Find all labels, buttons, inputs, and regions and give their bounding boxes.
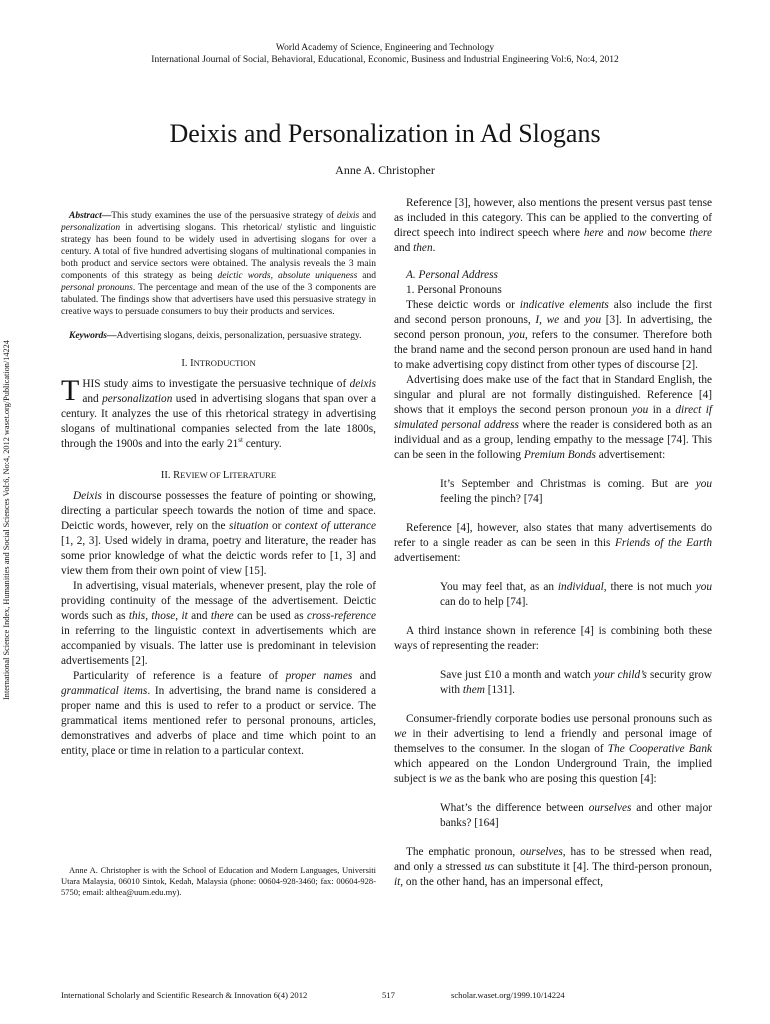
body-emph: ourselves bbox=[520, 846, 563, 858]
quote-text: Save just £10 a month and watch bbox=[440, 669, 594, 681]
abstract-label: Abstract bbox=[69, 211, 102, 221]
right-paragraph-3 bbox=[394, 373, 712, 463]
quote-text: , there is not much bbox=[603, 581, 696, 593]
right-paragraph-1 bbox=[394, 196, 712, 256]
heading-part: NTRODUCTION bbox=[193, 358, 256, 368]
right-paragraph-6 bbox=[394, 712, 712, 787]
heading-part: L bbox=[222, 470, 230, 481]
body-emph: it bbox=[394, 876, 401, 888]
footer-journal: International Scholarly and Scientific Research & Innovation 6(4) 2012 bbox=[61, 990, 308, 1000]
body-emph: us bbox=[484, 861, 495, 873]
quote-save-child bbox=[440, 668, 712, 698]
footer-page-number: 517 bbox=[382, 990, 395, 1000]
body-text: also include the first and second person pronouns, bbox=[394, 299, 712, 326]
review-emph: proper names bbox=[285, 670, 353, 682]
right-paragraph-4 bbox=[394, 521, 712, 566]
review-paragraph-2 bbox=[61, 579, 376, 669]
abstract-emph: personal pronouns bbox=[61, 283, 133, 293]
body-text: and bbox=[603, 227, 628, 239]
quote-text: can do to help [74]. bbox=[440, 596, 529, 608]
body-text: in their advertising to lend a friendly and personal image of themselves to the consumer. In the slogan of bbox=[394, 728, 712, 755]
body-text: Advertising does make use of the fact that in Standard English, the singular and plural are not formally distinguished. Reference [4] shows that it employs the second person pronoun bbox=[394, 374, 712, 416]
journal-header-line1: World Academy of Science, Engineering and Technology bbox=[275, 43, 495, 53]
quote-text: [131]. bbox=[484, 684, 516, 696]
body-text: advertisement: bbox=[595, 449, 666, 461]
review-text: in referring to the linguistic context in advertisements which are accompanied by visuals. The latter use is predominant in television advertisements [2]. bbox=[61, 625, 376, 667]
body-emph: now bbox=[627, 227, 647, 239]
journal-header-line2: International Journal of Social, Behavioral, Educational, Economic, Business and Industrial Engineering Vol:6, No:4, 2012 bbox=[151, 55, 619, 65]
heading-part: I. I bbox=[181, 358, 194, 369]
abstract-text: This study examines the use of the persuasive strategy of bbox=[111, 211, 338, 221]
intro-text: and bbox=[82, 393, 103, 405]
abstract-text: and bbox=[357, 271, 377, 281]
quote-emph: your child’s bbox=[593, 669, 647, 681]
quote-emph: you bbox=[695, 581, 712, 593]
review-text: Particularity of reference is a feature of bbox=[73, 670, 286, 682]
quote-premium-bonds bbox=[440, 477, 712, 507]
body-text: . bbox=[432, 242, 436, 254]
heading-part: II. R bbox=[160, 470, 181, 481]
intro-emph: deixis bbox=[349, 378, 376, 390]
subheading-personal-address: A. Personal Address bbox=[406, 269, 498, 281]
side-citation bbox=[0, 340, 14, 700]
left-column bbox=[61, 196, 376, 759]
body-emph: Premium Bonds bbox=[523, 449, 596, 461]
quote-text: security grow with bbox=[440, 669, 712, 696]
intro-emph: personalization bbox=[102, 393, 173, 405]
side-citation-text: International Science Index, Humanities and Social Sciences Vol:6, No:4, 2012 waset.org/Publication/14224 bbox=[2, 340, 11, 700]
abstract-emph: deictic words, absolute uniqueness bbox=[217, 271, 358, 281]
drop-cap: T bbox=[61, 374, 80, 407]
abstract-dash: — bbox=[101, 211, 112, 221]
review-emph: context of utterance bbox=[284, 520, 376, 532]
body-text: , on the other hand, has an impersonal effect, bbox=[400, 876, 604, 888]
abstract bbox=[61, 210, 376, 318]
quote-emph: ourselves bbox=[588, 802, 632, 814]
quote-emph: them bbox=[462, 684, 485, 696]
body-text: [3]. In advertising, the second person pronoun, bbox=[394, 314, 713, 341]
body-text: Reference [4], however, also states that many advertisements do refer to a single reader as can be seen in this bbox=[394, 522, 712, 549]
review-text: and bbox=[352, 670, 376, 682]
review-emph: there bbox=[210, 610, 234, 622]
review-text: or bbox=[268, 520, 285, 532]
keywords-label: Keywords bbox=[69, 331, 107, 341]
heading-part: ITERATURE bbox=[229, 470, 277, 480]
body-emph: there bbox=[689, 227, 712, 239]
paper-title: Deixis and Personalization in Ad Slogans bbox=[169, 119, 601, 148]
intro-paragraph bbox=[61, 374, 376, 452]
body-emph: you bbox=[632, 404, 649, 416]
quote-text: It’s September and Christmas is coming. But are bbox=[440, 478, 696, 490]
quote-cooperative-bank bbox=[440, 801, 712, 831]
quote-text: and other major banks? [164] bbox=[440, 802, 712, 829]
abstract-emph: personalization bbox=[61, 223, 121, 233]
body-text: become bbox=[646, 227, 690, 239]
body-text: as the bank who are posing this question [4]: bbox=[451, 773, 657, 785]
body-text: , has to be stressed when read, and only a stressed bbox=[394, 846, 712, 873]
body-emph: indicative elements bbox=[519, 299, 609, 311]
body-emph: you bbox=[508, 329, 525, 341]
intro-text: century. bbox=[242, 438, 282, 450]
body-emph: you bbox=[584, 314, 602, 326]
intro-text: used in advertising slogans that span over a century. It analyzes the use of this rhetorical strategy in advertising slogans of multinational companies selected from the late 1800s, through the 1900s and into the early 21 bbox=[61, 393, 376, 450]
review-emph: cross-reference bbox=[306, 610, 376, 622]
review-emph: grammatical items bbox=[61, 685, 148, 697]
review-emph: situation bbox=[228, 520, 269, 532]
body-emph: we bbox=[439, 773, 452, 785]
body-text: , refers to the consumer. Therefore both the brand name and the second person pronoun are used hand in hand to make advertising copy distinct from other types of discourse [2]. bbox=[394, 329, 712, 371]
keywords-text: Advertising slogans, deixis, personalization, persuasive strategy. bbox=[116, 331, 362, 341]
review-paragraph-3 bbox=[61, 669, 376, 759]
quote-friends-of-earth bbox=[440, 580, 712, 610]
abstract-text: in advertising slogans. This rhetorical/ stylistic and linguistic strategy has been found to be widely used in advertising slogans for over a century. A total of five hundred advertising slogans of multinational companies in both product and service sectors were obtained. The analysis reveals the 3 main components of this strategy as being bbox=[61, 223, 376, 281]
review-text: . In advertising, the brand name is considered a proper name and this is used to refer to a product or service. The grammatical items mentioned refer to personal pronouns, articles, demonstratives and adverbs of place and time which point to an entity, place or time in relation to a particular context. bbox=[61, 685, 376, 757]
review-text: In advertising, visual materials, whenever present, play the role of providing continuity of the message of the advertisement. Deictic words such as bbox=[61, 580, 376, 622]
body-text: Reference [3], however, also mentions the present versus past tense as included in this category. This can be applied to the converting of direct speech into indirect speech where bbox=[394, 197, 712, 239]
keywords-dash: — bbox=[107, 331, 117, 341]
body-text: which appeared on the London Underground Train, the implied subject is bbox=[394, 758, 712, 785]
body-text: advertisement: bbox=[394, 552, 461, 564]
body-text: and bbox=[394, 242, 414, 254]
review-text: [1, 2, 3]. Used widely in drama, poetry and literature, the reader has some prior knowledge of what the deictic words refer to [1, 3] and view them from their own point of view [15]. bbox=[61, 535, 376, 577]
review-text: in discourse possesses the feature of pointing or showing, directing a particular speech towards the notion of time and space. Deictic words, however, rely on the bbox=[61, 490, 376, 532]
abstract-text: and bbox=[359, 211, 376, 221]
body-emph: direct if simulated personal address bbox=[394, 404, 712, 431]
author-footnote: Anne A. Christopher is with the School of Education and Modern Languages, Universiti Utara Malaysia, 06010 Sintok, Kedah, Malaysia (phone: 00604-928-3460; fax: 00604-928-5750; email: althea@uum.edu.my). bbox=[61, 865, 376, 897]
body-emph: here bbox=[583, 227, 604, 239]
author-name: Anne A. Christopher bbox=[335, 163, 435, 177]
ordinal-superscript: st bbox=[238, 436, 243, 445]
body-emph: Friends of the Earth bbox=[614, 537, 713, 549]
quote-text: feeling the pinch? [74] bbox=[440, 493, 543, 505]
review-text: can be used as bbox=[233, 610, 307, 622]
body-emph: I, we bbox=[535, 314, 560, 326]
review-paragraph-1 bbox=[61, 489, 376, 579]
abstract-text: . The percentage and mean of the use of the 3 components are tabulated. The findings show that advertisers have used this persuasive strategy in creative ways to persuade consumers to buy their products and services. bbox=[61, 283, 376, 317]
right-paragraph-5: A third instance shown in reference [4] is combining both these ways of representing the reader: bbox=[394, 625, 712, 652]
heading-part: EVIEW OF bbox=[180, 470, 223, 480]
review-emph: Deixis bbox=[73, 490, 102, 502]
body-emph: we bbox=[394, 728, 407, 740]
right-column bbox=[394, 196, 712, 890]
section-heading-introduction bbox=[61, 356, 376, 371]
body-text: The emphatic pronoun, bbox=[406, 846, 521, 858]
body-text: in a bbox=[648, 404, 676, 416]
intro-text: HIS study aims to investigate the persuasive technique of bbox=[82, 378, 350, 390]
abstract-emph: deixis bbox=[337, 211, 360, 221]
quote-text: You may feel that, as an bbox=[440, 581, 558, 593]
quote-text: What’s the difference between bbox=[440, 802, 589, 814]
quote-emph: individual bbox=[557, 581, 604, 593]
footer-doi-link[interactable]: scholar.waset.org/1999.10/14224 bbox=[451, 990, 565, 1000]
right-paragraph-2 bbox=[394, 298, 712, 373]
right-paragraph-7 bbox=[394, 845, 712, 890]
body-emph: then bbox=[413, 242, 433, 254]
body-text: and bbox=[559, 314, 585, 326]
quote-emph: you bbox=[695, 478, 712, 490]
body-text: These deictic words or bbox=[406, 299, 520, 311]
subheading-personal-pronouns: 1. Personal Pronouns bbox=[406, 284, 502, 296]
body-text: Consumer-friendly corporate bodies use personal pronouns such as bbox=[406, 713, 712, 725]
keywords bbox=[61, 330, 376, 342]
review-emph: this, those, it bbox=[128, 610, 188, 622]
section-heading-review bbox=[61, 468, 376, 483]
body-text: where the reader is considered both as an individual and as a group, lending empathy to the message [74]. This can be seen in the following bbox=[394, 419, 712, 461]
body-emph: The Cooperative Bank bbox=[607, 743, 712, 755]
body-text: can substitute it [4]. The third-person pronoun, bbox=[494, 861, 712, 873]
review-text: and bbox=[187, 610, 211, 622]
